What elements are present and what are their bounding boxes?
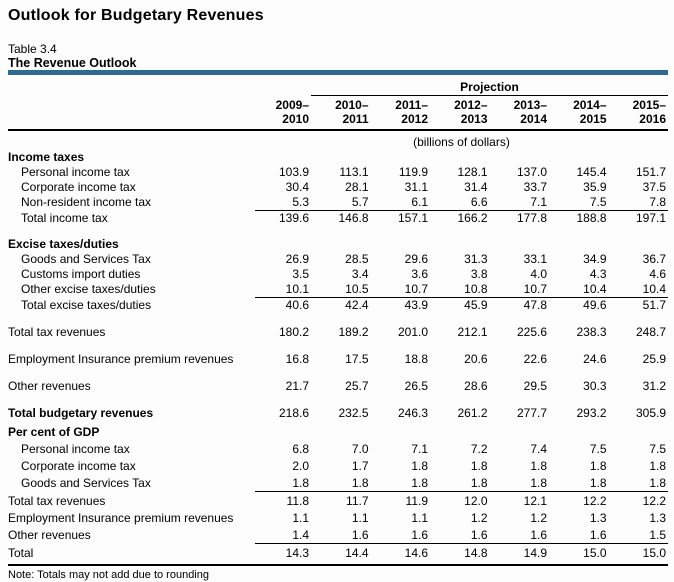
row-label: Goods and Services Tax [21, 251, 151, 266]
cell-value: 113.1 [339, 164, 369, 179]
cell-value: 1.8 [649, 475, 666, 490]
row-label: Per cent of GDP [8, 424, 100, 439]
cell-value: 7.1 [411, 441, 428, 456]
row-label: Other revenues [8, 378, 91, 393]
table-row [8, 165, 668, 180]
cell-value: 177.8 [490, 210, 550, 226]
cell-value: 45.9 [430, 297, 490, 313]
cell-value: 7.2 [470, 441, 488, 456]
cell-value: 42.4 [311, 297, 371, 313]
cell-value: 29.6 [404, 251, 428, 266]
cell-value: 1.8 [292, 475, 309, 490]
cell-value: 225.6 [516, 324, 547, 339]
row-label: Other revenues [8, 528, 91, 542]
cell-value: 21.7 [285, 378, 309, 393]
cell-value: 180.2 [278, 324, 309, 339]
cell-value: 36.7 [642, 251, 666, 266]
cell-value: 232.5 [338, 405, 369, 420]
cell-value: 7.1 [530, 194, 547, 209]
cell-value: 166.2 [430, 210, 490, 226]
cell-value: 261.2 [457, 405, 488, 420]
table-row [8, 252, 668, 267]
cell-value: 10.8 [464, 281, 488, 296]
cell-value: 1.8 [351, 475, 369, 490]
table-row [8, 367, 668, 394]
cell-value: 6.6 [470, 194, 488, 209]
cell-value: 128.1 [457, 164, 488, 179]
cell-value: 277.7 [516, 405, 547, 420]
cell-value: 24.6 [583, 351, 607, 366]
cell-value: 14.3 [255, 543, 311, 565]
revenue-outlook-table [8, 75, 668, 566]
cell-value: 1.8 [470, 475, 488, 490]
cell-value: 6.8 [292, 441, 309, 456]
table-body [8, 150, 668, 565]
row-label: Employment Insurance premium revenues [8, 510, 234, 525]
cell-value: 28.1 [345, 179, 369, 194]
row-label: Goods and Services Tax [21, 476, 151, 490]
cell-value: 4.0 [530, 266, 547, 281]
table-row [8, 526, 668, 544]
cell-value: 16.8 [285, 351, 309, 366]
cell-value: 1.8 [530, 458, 547, 473]
cell-value: 30.3 [583, 378, 607, 393]
cell-value: 3.4 [351, 266, 369, 281]
col-header-2012-2013: 2012– 2013 [430, 95, 490, 130]
cell-value: 28.6 [464, 378, 488, 393]
table-row [8, 313, 668, 340]
cell-value: 4.6 [649, 266, 666, 281]
cell-value: 1.2 [530, 510, 547, 525]
cell-value: 26.5 [404, 378, 428, 393]
cell-value: 7.5 [649, 441, 666, 456]
projection-header: Projection [311, 75, 668, 95]
col-header-2011-2012: 2011– 2012 [371, 95, 431, 130]
cell-value: 10.7 [404, 281, 428, 296]
col-header-2015-2016: 2015– 2016 [609, 95, 669, 130]
cell-value: 188.8 [549, 210, 609, 226]
table-row [8, 297, 668, 313]
cell-value: 12.1 [490, 491, 550, 509]
table-header [8, 75, 668, 150]
cell-value: 145.4 [576, 164, 607, 179]
row-label: Corporate income tax [21, 179, 136, 194]
units-spacer [8, 130, 255, 150]
cell-value: 137.0 [516, 164, 547, 179]
cell-value: 7.5 [589, 441, 607, 456]
cell-value: 49.6 [549, 297, 609, 313]
cell-value: 34.9 [583, 251, 607, 266]
cell-value: 11.7 [311, 491, 371, 509]
cell-value: 30.4 [285, 179, 309, 194]
cell-value: 31.3 [464, 251, 488, 266]
table-row [8, 150, 668, 165]
cell-value: 10.4 [583, 281, 607, 296]
cell-value: 11.8 [255, 491, 311, 509]
row-label: Personal income tax [21, 441, 130, 456]
cell-value: 103.9 [278, 164, 309, 179]
cell-value: 1.6 [470, 527, 488, 542]
cell-value: 43.9 [371, 297, 431, 313]
cell-value: 14.4 [311, 543, 371, 565]
cell-value: 119.9 [398, 164, 428, 179]
cell-value: 2.0 [292, 458, 309, 473]
cell-value: 25.7 [345, 378, 369, 393]
cell-value: 1.3 [589, 510, 607, 525]
cell-value: 10.7 [523, 281, 547, 296]
cell-value: 151.7 [635, 164, 666, 179]
cell-value: 15.0 [609, 543, 669, 565]
cell-value: 15.0 [549, 543, 609, 565]
row-label: Other excise taxes/duties [21, 282, 156, 296]
cell-value: 1.7 [351, 458, 369, 473]
table-row [8, 394, 668, 421]
row-label: Personal income tax [21, 164, 130, 179]
row-label: Total excise taxes/duties [21, 297, 152, 312]
cell-value: 212.1 [457, 324, 488, 339]
cell-value: 1.1 [351, 510, 369, 525]
cell-value: 26.9 [285, 251, 309, 266]
cell-value: 1.1 [292, 510, 309, 525]
row-label: Non-resident income tax [21, 195, 152, 209]
row-label: Total [8, 543, 255, 565]
cell-value: 22.6 [523, 351, 547, 366]
table-number: Table 3.4 [8, 42, 57, 56]
cell-value: 5.7 [351, 194, 369, 209]
cell-value: 246.3 [397, 405, 428, 420]
col-header-2014-2015: 2014– 2015 [549, 95, 609, 130]
cell-value: 1.6 [411, 527, 428, 542]
row-label: Customs import duties [21, 266, 141, 281]
cell-value: 1.8 [411, 458, 428, 473]
table-note: Note: Totals may not add due to rounding [8, 568, 209, 581]
col-header-2010-2011: 2010– 2011 [311, 95, 371, 130]
table-row [8, 457, 668, 474]
year-headers-row [8, 95, 668, 130]
cell-value: 7.0 [351, 441, 369, 456]
cell-value: 1.2 [470, 510, 488, 525]
table-row [8, 421, 668, 440]
cell-value: 31.2 [642, 378, 666, 393]
cell-value: 28.5 [345, 251, 369, 266]
table-row [8, 195, 668, 211]
cell-value: 47.8 [490, 297, 550, 313]
cell-value: 1.6 [530, 527, 547, 542]
row-label: Employment Insurance premium revenues [8, 351, 234, 366]
table-row [8, 267, 668, 282]
cell-value: 1.8 [530, 475, 547, 490]
projection-spacer [8, 75, 311, 95]
cell-value: 10.4 [642, 281, 666, 296]
cell-value: 201.0 [397, 324, 428, 339]
cell-value: 10.5 [345, 281, 369, 296]
cell-value: 1.3 [649, 510, 666, 525]
cell-value: 40.6 [255, 297, 311, 313]
table-row [8, 440, 668, 457]
cell-value: 14.6 [371, 543, 431, 565]
cell-value: 1.6 [351, 527, 369, 542]
row-label: Corporate income tax [21, 458, 136, 473]
table-row [8, 226, 668, 252]
table-row [8, 180, 668, 195]
cell-value: 293.2 [576, 405, 607, 420]
cell-value: 20.6 [464, 351, 488, 366]
cell-value: 3.5 [292, 266, 309, 281]
table-row [8, 491, 668, 509]
cell-value: 3.8 [470, 266, 488, 281]
cell-value: 35.9 [583, 179, 607, 194]
table-subtitle: The Revenue Outlook [8, 56, 137, 70]
table-row [8, 509, 668, 526]
cell-value: 10.1 [285, 281, 309, 296]
cell-value: 1.4 [292, 527, 309, 542]
cell-value: 1.8 [411, 475, 428, 490]
units-label: (billions of dollars) [413, 134, 510, 149]
cell-value: 18.8 [404, 351, 428, 366]
cell-value: 29.5 [523, 378, 547, 393]
table-row [8, 210, 668, 226]
cell-value: 139.6 [255, 210, 311, 226]
cell-value: 51.7 [609, 297, 669, 313]
cell-value: 3.6 [411, 266, 428, 281]
cell-value: 33.7 [523, 179, 547, 194]
cell-value: 12.2 [549, 491, 609, 509]
cell-value: 12.2 [609, 491, 669, 509]
cell-value: 157.1 [371, 210, 431, 226]
cell-value: 1.8 [649, 458, 666, 473]
cell-value: 248.7 [635, 324, 666, 339]
cell-value: 7.4 [530, 441, 547, 456]
cell-value: 1.5 [649, 527, 666, 542]
cell-value: 5.3 [292, 194, 309, 209]
cell-value: 7.5 [589, 194, 607, 209]
cell-value: 238.3 [576, 324, 607, 339]
cell-value: 33.1 [523, 251, 547, 266]
cell-value: 1.8 [589, 458, 607, 473]
cell-value: 146.8 [311, 210, 371, 226]
row-label: Total income tax [21, 210, 108, 225]
table-row [8, 340, 668, 367]
cell-value: 305.9 [635, 405, 666, 420]
cell-value: 12.0 [430, 491, 490, 509]
cell-value: 1.8 [589, 475, 607, 490]
page-title: Outlook for Budgetary Revenues [8, 7, 264, 24]
cell-value: 31.4 [464, 179, 488, 194]
cell-value: 14.8 [430, 543, 490, 565]
row-label: Total tax revenues [8, 493, 106, 508]
row-label: Total budgetary revenues [8, 405, 154, 420]
cell-value: 218.6 [278, 405, 309, 420]
row-label: Excise taxes/duties [8, 236, 119, 251]
cell-value: 1.6 [589, 527, 607, 542]
cell-value: 189.2 [338, 324, 369, 339]
cell-value: 7.8 [649, 194, 666, 209]
cell-value: 11.9 [371, 491, 431, 509]
cell-value: 6.1 [411, 194, 428, 209]
projection-row [8, 75, 668, 95]
cell-value: 25.9 [642, 351, 666, 366]
row-label: Income taxes [8, 149, 85, 164]
cell-value: 37.5 [642, 179, 666, 194]
table-row [8, 474, 668, 492]
cell-value: 31.1 [404, 179, 428, 194]
cell-value: 197.1 [609, 210, 669, 226]
row-label: Total tax revenues [8, 324, 106, 339]
cell-value: 17.5 [345, 351, 369, 366]
label-column-spacer [8, 95, 255, 130]
table-row [8, 543, 668, 565]
units-row [8, 130, 668, 150]
col-header-2013-2014: 2013– 2014 [490, 95, 550, 130]
cell-value: 1.1 [411, 510, 428, 525]
table-row [8, 282, 668, 298]
col-header-2009-2010: 2009– 2010 [255, 95, 311, 130]
cell-value: 4.3 [589, 266, 607, 281]
cell-value: 14.9 [490, 543, 550, 565]
cell-value: 1.8 [470, 458, 488, 473]
